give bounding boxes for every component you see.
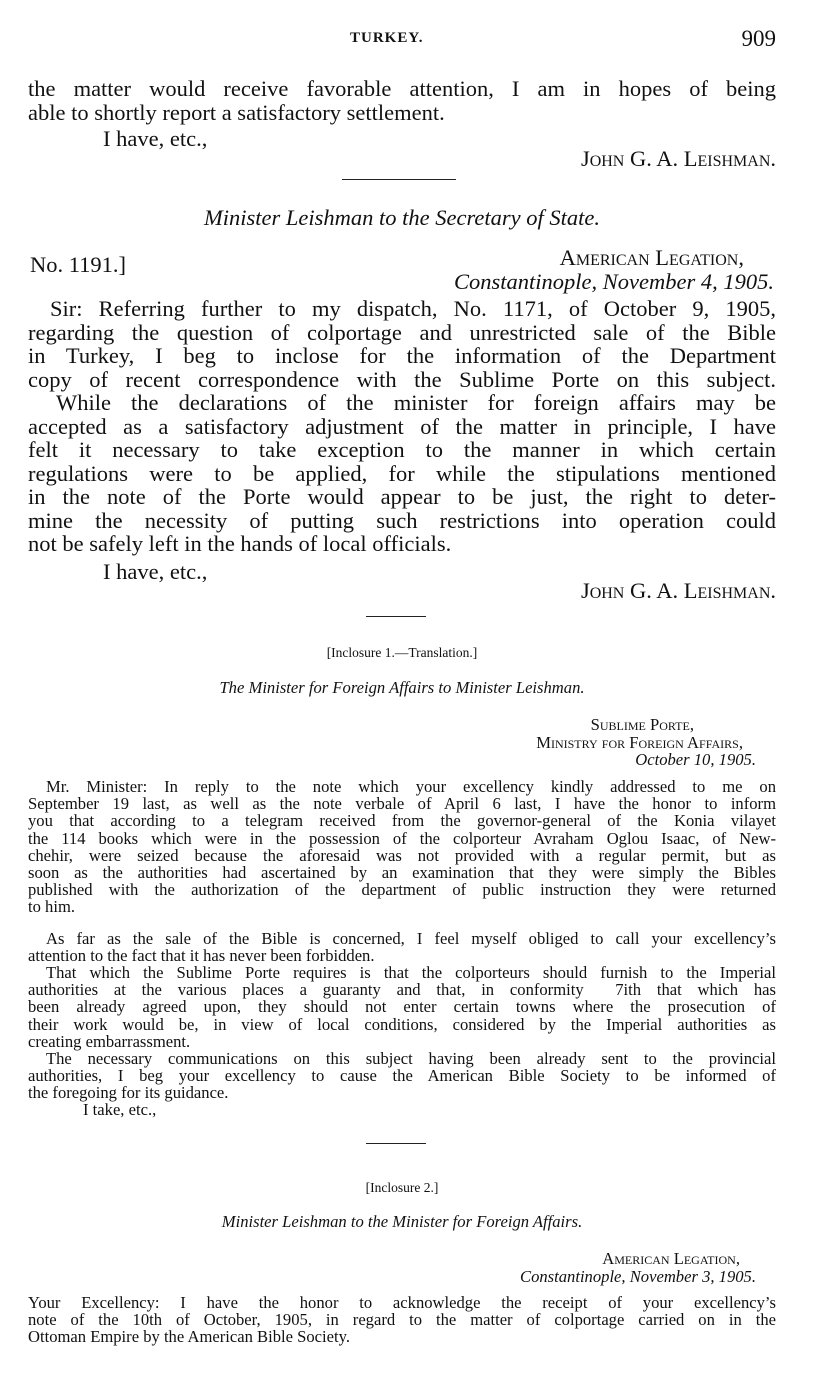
inclosure-label: [Inclosure 1.—Translation.] bbox=[326, 645, 478, 660]
text-line: authorities, I beg your excellency to cause the American Bible Society to be informed of bbox=[28, 1066, 776, 1086]
closing: I have, etc., bbox=[103, 126, 208, 151]
text-line: September 19 last, as well as the note verbale of April 6 last, I have the honor to inform bbox=[28, 794, 776, 814]
text-line: soon as the authorities had ascertained by an examination that they were simply the Bibles bbox=[28, 863, 776, 883]
legation-line: American Legation, bbox=[559, 245, 744, 270]
text-line: While the declarations of the minister for foreign affairs may be bbox=[56, 390, 776, 415]
text-line: The necessary communications on this subject having been already sent to the provincial bbox=[46, 1049, 776, 1068]
legation-line: American Legation, bbox=[602, 1249, 740, 1268]
text-line: published with the authorization of the department of public instruction they were returned bbox=[28, 880, 776, 900]
closing: I have, etc., bbox=[103, 559, 208, 584]
paragraph-3 bbox=[28, 964, 776, 1050]
paragraph-2 bbox=[28, 391, 776, 556]
text-line: in Turkey, I beg to inclose for the information of the Department bbox=[28, 343, 776, 368]
paragraph-2 bbox=[28, 930, 776, 964]
address-line: Ministry for Foreign Affairs, bbox=[536, 733, 743, 752]
dispatch-number: No. 1191.] bbox=[30, 252, 127, 277]
inclosure-label: [Inclosure 2.] bbox=[365, 1180, 439, 1195]
address-line: Sublime Porte, bbox=[590, 715, 694, 734]
divider bbox=[342, 179, 456, 180]
text-line: Mr. Minister: In reply to the note which your excellency kindly addressed to me on bbox=[46, 777, 776, 796]
letter-heading: Minister Leishman to the Secretary of State. bbox=[204, 205, 600, 230]
text-line: That which the Sublime Porte requires is that the colporteurs should furnish to the Imperial bbox=[46, 963, 776, 982]
paragraph-1 bbox=[28, 778, 776, 916]
text-line: Ottoman Empire by the American Bible Society. bbox=[28, 1327, 350, 1347]
text-line: to him. bbox=[28, 897, 76, 917]
text-line: in the note of the Porte would appear to be just, the right to deter- bbox=[28, 484, 776, 509]
signature: John G. A. Leishman. bbox=[580, 578, 776, 603]
text-line: attention to the fact that it has never been forbidden. bbox=[28, 946, 375, 966]
dateline: October 10, 1905. bbox=[635, 750, 756, 769]
carryover-paragraph bbox=[28, 77, 776, 124]
text-line: As far as the sale of the Bible is concerned, I feel myself obliged to call your excellency’s bbox=[46, 929, 776, 948]
dateline: Constantinople, November 3, 1905. bbox=[520, 1267, 756, 1286]
divider bbox=[366, 1143, 426, 1144]
text-line: the matter would receive favorable attention, I am in hopes of being bbox=[28, 76, 776, 101]
text-line: the foregoing for its guidance. bbox=[28, 1083, 229, 1103]
text-line: creating embarrassment. bbox=[28, 1031, 191, 1051]
text-line: authorities at the various places a guaranty and that, in conformity 7ith that which has bbox=[28, 980, 776, 1000]
text-line: not be safely left in the hands of local officials. bbox=[28, 531, 452, 556]
text-line: chehir, were seized because the aforesaid was not provided with a regular permit, but as bbox=[28, 845, 776, 865]
text-line: Your Excellency: I have the honor to acknowledge the receipt of your excellency’s bbox=[28, 1293, 776, 1312]
text-line: their work would be, in view of local conditions, considered by the Imperial authorities as bbox=[28, 1014, 776, 1034]
text-line: the 114 books which were in the possession of the colporteur Avraham Oglou Isaac, of New- bbox=[28, 828, 776, 848]
text-line: regulations were to be applied, for while the stipulations mentioned bbox=[28, 460, 776, 486]
text-line: able to shortly report a satisfactory settlement. bbox=[28, 99, 445, 125]
paragraph-1 bbox=[28, 1294, 776, 1346]
text-line: been already agreed upon, they should not enter certain towns where the prosecution of bbox=[28, 997, 776, 1017]
text-line: accepted as a satisfactory adjustment of the matter in principle, I have bbox=[28, 413, 776, 439]
running-title: TURKEY. bbox=[350, 30, 424, 46]
text-line: Sir: Referring further to my dispatch, No. 1171, of October 9, 1905, bbox=[50, 296, 776, 321]
text-line: note of the 10th of October, 1905, in regard to the matter of colportage carried on in the bbox=[28, 1310, 776, 1330]
text-line: you that according to a telegram received from the governor-general of the Konia vilayet bbox=[28, 811, 776, 831]
signature: John G. A. Leishman. bbox=[580, 146, 776, 171]
divider bbox=[366, 616, 426, 617]
text-line: regarding the question of colportage and unrestricted sale of the Bible bbox=[28, 319, 776, 345]
closing: I take, etc., bbox=[83, 1100, 157, 1119]
text-line: copy of recent correspondence with the Sublime Porte on this subject. bbox=[28, 366, 776, 392]
paragraph-4 bbox=[28, 1050, 776, 1102]
letter-heading: Minister Leishman to the Minister for Foreign Affairs. bbox=[221, 1212, 583, 1231]
text-line: felt it necessary to take exception to the manner in which certain bbox=[28, 437, 776, 462]
paragraph-1 bbox=[28, 297, 776, 391]
text-line: mine the necessity of putting such restrictions into operation could bbox=[28, 507, 776, 533]
dateline: Constantinople, November 4, 1905. bbox=[454, 269, 774, 294]
letter-heading: The Minister for Foreign Affairs to Minister Leishman. bbox=[219, 678, 585, 697]
page-number: 909 bbox=[741, 26, 776, 51]
